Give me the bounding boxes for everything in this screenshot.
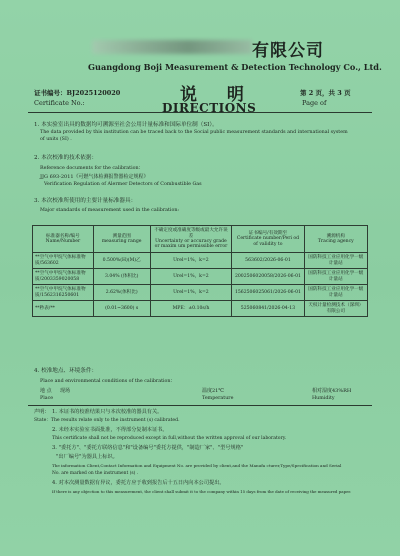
section-4-zh: 4. 校准地点、环境条件： [34,368,98,374]
reference-document-zh: JJG 693-2011《可燃气体检测报警器检定规程》 [40,174,149,180]
statement-3-en-2: No. are marked on the instrument (s) . [52,471,139,476]
section-2-en: Reference documents for the calibration： [40,166,144,171]
cell-uncertainty: Urel=1%，k=2 [150,269,232,285]
statement-1-en: State：The results relate only to the instrument (s) calibrated. [34,418,180,423]
cell-uncertainty: Urel=1%，k=2 [150,285,232,301]
statement-1-zh: 1. 本证书的校准结果只与本次校准的器具有关。 [52,409,163,415]
cell-agency: 国防科技工业应用化学一级计量站 [304,253,367,269]
temperature-en: Temperature [202,396,234,401]
statement-4-zh: 4. 对本次测量数据有异议，委托方应于收到报告后十五日内向本公司提出。 [52,480,225,486]
cell-agency: 国防科技工业应用化学一级计量站 [304,285,367,301]
cell-range: 3.04% (体积比) [93,269,150,285]
statement-label: 声明： [34,409,50,415]
page-title-zh: 说 明 [180,85,256,105]
statement-3-en: The information Client,Contact Information and Equipment No. are provided by client,and the Manufa cturer,Type/Specification and Serial [52,463,342,468]
cell-certificate: 2002506020058/2026-06-01 [232,269,304,285]
cell-range: 0.500%(H)(M)乙 [93,253,150,269]
standards-table [32,225,368,317]
cell-certificate: 525060841/2026-04-13 [232,301,304,317]
statement-4-en: If there is any objection to this measurement, the client shall submit it to the company within 15 days from the date of receiving the measured paper. [52,489,352,494]
section-2-zh: 2. 本次校准的技术依据： [34,155,98,161]
section-3-zh: 3. 本次校准所使用的主要计量标准器具： [34,198,137,204]
col-certificate-number: 证书编号/有效期至 Certificate number/Peri od of validity to [232,226,304,253]
table-row [33,253,368,269]
cell-name: **空气中甲烷气体标准物质/1562316250601 [33,285,94,301]
temperature-value: 温度21℃ [202,388,224,394]
place-value: 现场 [60,388,71,394]
cell-certificate: 1562506025061/2026-06-01 [232,285,304,301]
statement-2-en: This certificate shall not be reproduced except in full,without the written approval of our laboratory. [52,436,287,441]
section-3-en: Major standards of measurement used in the calibration: [40,208,180,213]
humidity-en: Humidity [312,396,335,401]
section-1-zh: 1. 本实验室出具的数据均可溯源至社会公用计量标准和国际单位制（SI）。 [34,122,218,128]
company-name-en: Guangdong Boji Measurement & Detection Technology Co., Ltd. [88,62,382,72]
conditions-divider [28,405,372,406]
cell-agency: 天权计量检测技术（深圳）有限公司 [304,301,367,317]
cell-range: (0.01~3600) s [93,301,150,317]
cell-uncertainty: MPE：±0.10s/h [150,301,232,317]
section-1-en: The data provided by this institution can be traced back to the Social public measurement standards and international system [40,130,348,135]
company-name-zh: 有限公司 [252,41,324,61]
col-measuring-range: 测量范围 measuring range [93,226,150,253]
reference-document-en: Verification Regulation of Alermer Detectors of Combustible Gas [44,182,202,187]
cell-range: 2.62%(体积比) [93,285,150,301]
cell-name: **秒表/** [33,301,94,317]
page-number: 第 2 页，共 3 页 [300,89,351,97]
table-row [33,301,368,317]
page-title-en: DIRECTIONS [162,101,257,115]
header-divider [28,112,372,113]
col-uncertainty: 不确定度或准确度等级或最大允许误差 Uncertainty or accuracy grade or maxim um permissible error [150,226,232,253]
certificate-number: 证书编号：BJ2025120020 [34,89,121,97]
col-tracing-agency: 溯源机构 Tracing agency [304,226,367,253]
table-header-row [33,226,368,253]
cell-certificate: 563602/2026-06-01 [232,253,304,269]
certificate-number-en: Certificate No.: [34,99,85,107]
statement-3-zh: 3. "委托方"、"委托方联络信息"和"设备编号"委托方提供，"制造厂家"、"型号规格" [52,445,244,451]
cell-agency: 国防科技工业应用化学一级计量站 [304,269,367,285]
statement-2-zh: 2. 未经本实验室书面批准，不得部分复制本证书。 [52,427,168,433]
table-row [33,269,368,285]
cell-uncertainty: Urel=1%，k=2 [150,253,232,269]
place-label: 地 点 [40,388,52,394]
table-row [33,285,368,301]
cell-name: **空气中甲烷气体标准物质/2003359020058 [33,269,94,285]
cell-name: **空气中甲烷气体标准物质/563602 [33,253,94,269]
humidity-value: 相对湿度43%RH [312,388,352,394]
place-en: Place [40,396,54,401]
section-1-en-2: of units (SI) . [40,137,72,142]
section-4-en: Place and environmental conditions of the calibration： [40,379,176,384]
redacted-company-name [92,40,252,54]
col-name-number: 标准器名称/编号 Name/Number [33,226,94,253]
page-number-en: Page of [302,99,327,107]
statement-3-zh-2: "出厂编号"为器具上标识。 [56,454,118,460]
